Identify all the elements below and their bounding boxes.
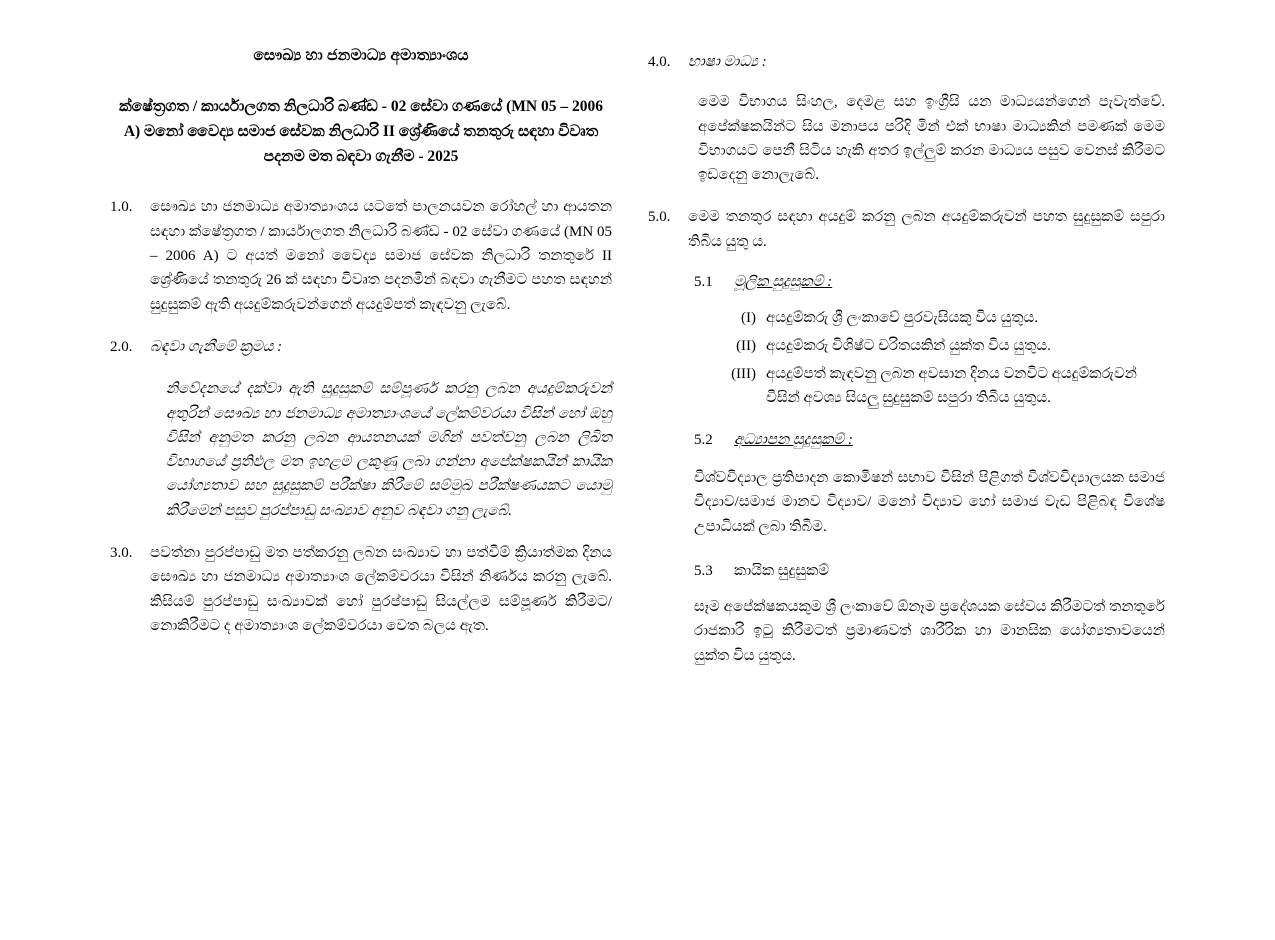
list-item-text: අයදුම්පත් කැඳවනු ලබන අවසාන දිනය වනවිට අයදුම්කරුවන් විසින් අවශ්‍ය සියලු සුදුසුකම් සපුරා තිබිය යුතුය.	[766, 366, 1137, 407]
clause-1-number: 1.0.	[110, 199, 133, 216]
clause-5-3-number: 5.3	[694, 562, 713, 579]
list-item	[726, 334, 1165, 358]
clause-3-number: 3.0.	[110, 545, 133, 562]
clause-1-text: සෞඛ්‍ය හා ජනමාධ්‍ය අමාත්‍යාංශය යටතේ පාලනයවන රෝහල් හා ආයතන සඳහා ක්ෂේත්‍රගත / කාර්යාලගත නිලධාරි බණ්ඩ - 02 සේවා ගණයේ (MN 05 – 2006 A) ට අයත් මනෝ වෛද්‍ය සමාජ සේවක නිලධාරි තනතුරේ II ශ්‍රේණියේ තනතුරු 26 ක් සඳහා විවෘත පදනමින් බඳවා ගැනීමට පහත සඳහන් සුදුසුකම් ඇති අයදුම්කරුවන්ගෙන් අයදුම්පත් කැඳවනු ලැබේ.	[150, 199, 613, 313]
clause-3	[110, 541, 612, 638]
clause-4-heading: භාෂා මාධ්‍ය :	[688, 54, 767, 70]
list-item-marker: (I)	[741, 310, 757, 327]
clause-2-body: නිවේදනයේ දක්වා ඇති සුදුසුකම් සම්පූර්ණ කරනු ලබන අයදුම්කරුවන් අතුරින් සෞඛ්‍ය හා ජනමාධ්‍ය අමාත්‍යාංශයේ ලේකම්වරයා විසින් හෝ ඔහු විසින් අනුමත කරනු ලබන ආයතනයක් මගින් පවත්වනු ලබන ලිඛිත විභාගයේ ප්‍රතිඵල මත ඉහළම ලකුණු ලබා ගන්නා අපේක්ෂකයින් කායික යෝග්‍යතාව සහ සුදුසුකම් පරීක්ෂා කිරීමේ සම්මුඛ පරීක්ෂණයකට යොමු කිරීමෙන් පසුව පුරප්පාඩු සංඛ්‍යාව අනුව බඳවා ගනු ලැබේ.	[166, 381, 613, 519]
clause-4-number: 4.0.	[648, 54, 671, 70]
clause-4-body: මෙම විභාගය සිංහල, දෙමළ සහ ඉංග්‍රීසි යන මාධ්‍යයන්ගෙන් පැවැත්වේ. අපේක්ෂකයින්ට සිය මනාපය පරිදි මින් එක් භාෂා මාධ්‍යකින් පමණක් මෙම විභාගයට පෙනී සිටිය හැකි අතර ඉල්ලුම් කරන මාධ්‍යය පසුව වෙනස් කිරීමට ඉඩදෙනු නොලැබේ.	[698, 94, 1165, 184]
clause-5-text: මෙම තනතුර සඳහා අයදුම් කරනු ලබන අයදුම්කරුවන් පහත සුදුසුකම් සපුරා තිබිය යුතු ය.	[688, 209, 1165, 250]
clause-5-number: 5.0.	[648, 209, 671, 226]
list-item-text: අයදුම්කරු ශ්‍රී ලංකාවේ පුරවැසියකු විය යුතුය.	[766, 310, 1039, 327]
list-item	[726, 362, 1165, 410]
clause-3-text: පවත්නා පුරප්පාඩු මත පත්කරනු ලබන සංඛ්‍යාව හා පත්වීම් ක්‍රියාත්මක දිනය සෞඛ්‍ය හා ජනමාධ්‍ය අමාත්‍යාංශ ලේකම්වරයා විසින් නිර්ණය කරනු ලැබේ. කිසියම් පුරප්පාඩු සංඛ්‍යාවක් හෝ පුරප්පාඩු සියල්ලම සම්පූර්ණ කිරීමට/ නොකිරීමට ද අමාත්‍යාංශ ලේකම්වරයා වෙත බලය ඇත.	[150, 545, 613, 634]
clause-2	[110, 335, 612, 359]
clause-5-2-label: අධ්‍යාපන සුදුසුකම් :	[734, 432, 853, 449]
left-column	[110, 46, 612, 656]
clause-5-3-label: කායික සුදුසුකම්	[734, 562, 830, 579]
clause-5-2	[694, 428, 1165, 452]
basic-qualifications-list	[726, 306, 1165, 410]
clause-5-3	[694, 559, 1165, 583]
clause-4	[648, 50, 1165, 74]
clause-2-heading: බඳවා ගැනීමේ ක්‍රමය :	[150, 338, 283, 355]
clause-5	[648, 205, 1165, 254]
clause-5-1-number: 5.1	[694, 274, 713, 291]
right-column	[648, 46, 1165, 688]
clause-5-1	[694, 270, 1165, 294]
ministry-heading: සෞඛ්‍ය හා ජනමාධ්‍ය අමාත්‍යාංශය	[253, 47, 469, 64]
clause-5-2-text: විශ්වවිද්‍යාල ප්‍රතිපාදන කොමිෂන් සභාව විසින් පිළිගත් විශ්වවිද්‍යාලයක සමාජ විද්‍යාව/සමාජ මානව විද්‍යාව/ මනෝ විද්‍යාව හෝ සමාජ වැඩ පිළිබඳ විශේෂ උපාධියක් ලබා තිබීම.	[694, 470, 1165, 535]
page-title: ක්ෂේත්‍රගත / කාර්යාලගත නිලධාරි බණ්ඩ - 02 සේවා ගණයේ (MN 05 – 2006 A) මනෝ වෛද්‍ය සමාජ සේවක නිලධාරි II ශ්‍රේණියේ තනතුරු සඳහා විවෘත පදනම මත බඳවා ගැනීම - 2025	[119, 98, 603, 166]
list-item	[726, 306, 1165, 330]
clause-5-1-label: මූලික සුදුසුකම් :	[734, 274, 833, 291]
clause-5-3-text: සෑම අපේක්ෂකයකුම ශ්‍රී ලංකාවේ ඕනෑම ප්‍රදේශයක සේවය කිරීමටත් තනතුරේ රාජකාරි ඉටු කිරීමටත් ප්‍රමාණවත් ශාරීරික හා මානසික යෝග්‍යතාවයෙන් යුක්ත විය යුතුය.	[694, 598, 1165, 664]
clause-5-2-number: 5.2	[694, 432, 713, 449]
list-item-marker: (II)	[736, 338, 757, 355]
list-item-text: අයදුම්කරු විශිෂ්ට චරිතයකින් යුක්ත විය යුතුය.	[766, 338, 1051, 355]
clause-2-number: 2.0.	[110, 338, 133, 355]
clause-1	[110, 195, 612, 316]
list-item-marker: (III)	[731, 366, 757, 383]
two-column-layout	[110, 46, 1165, 688]
